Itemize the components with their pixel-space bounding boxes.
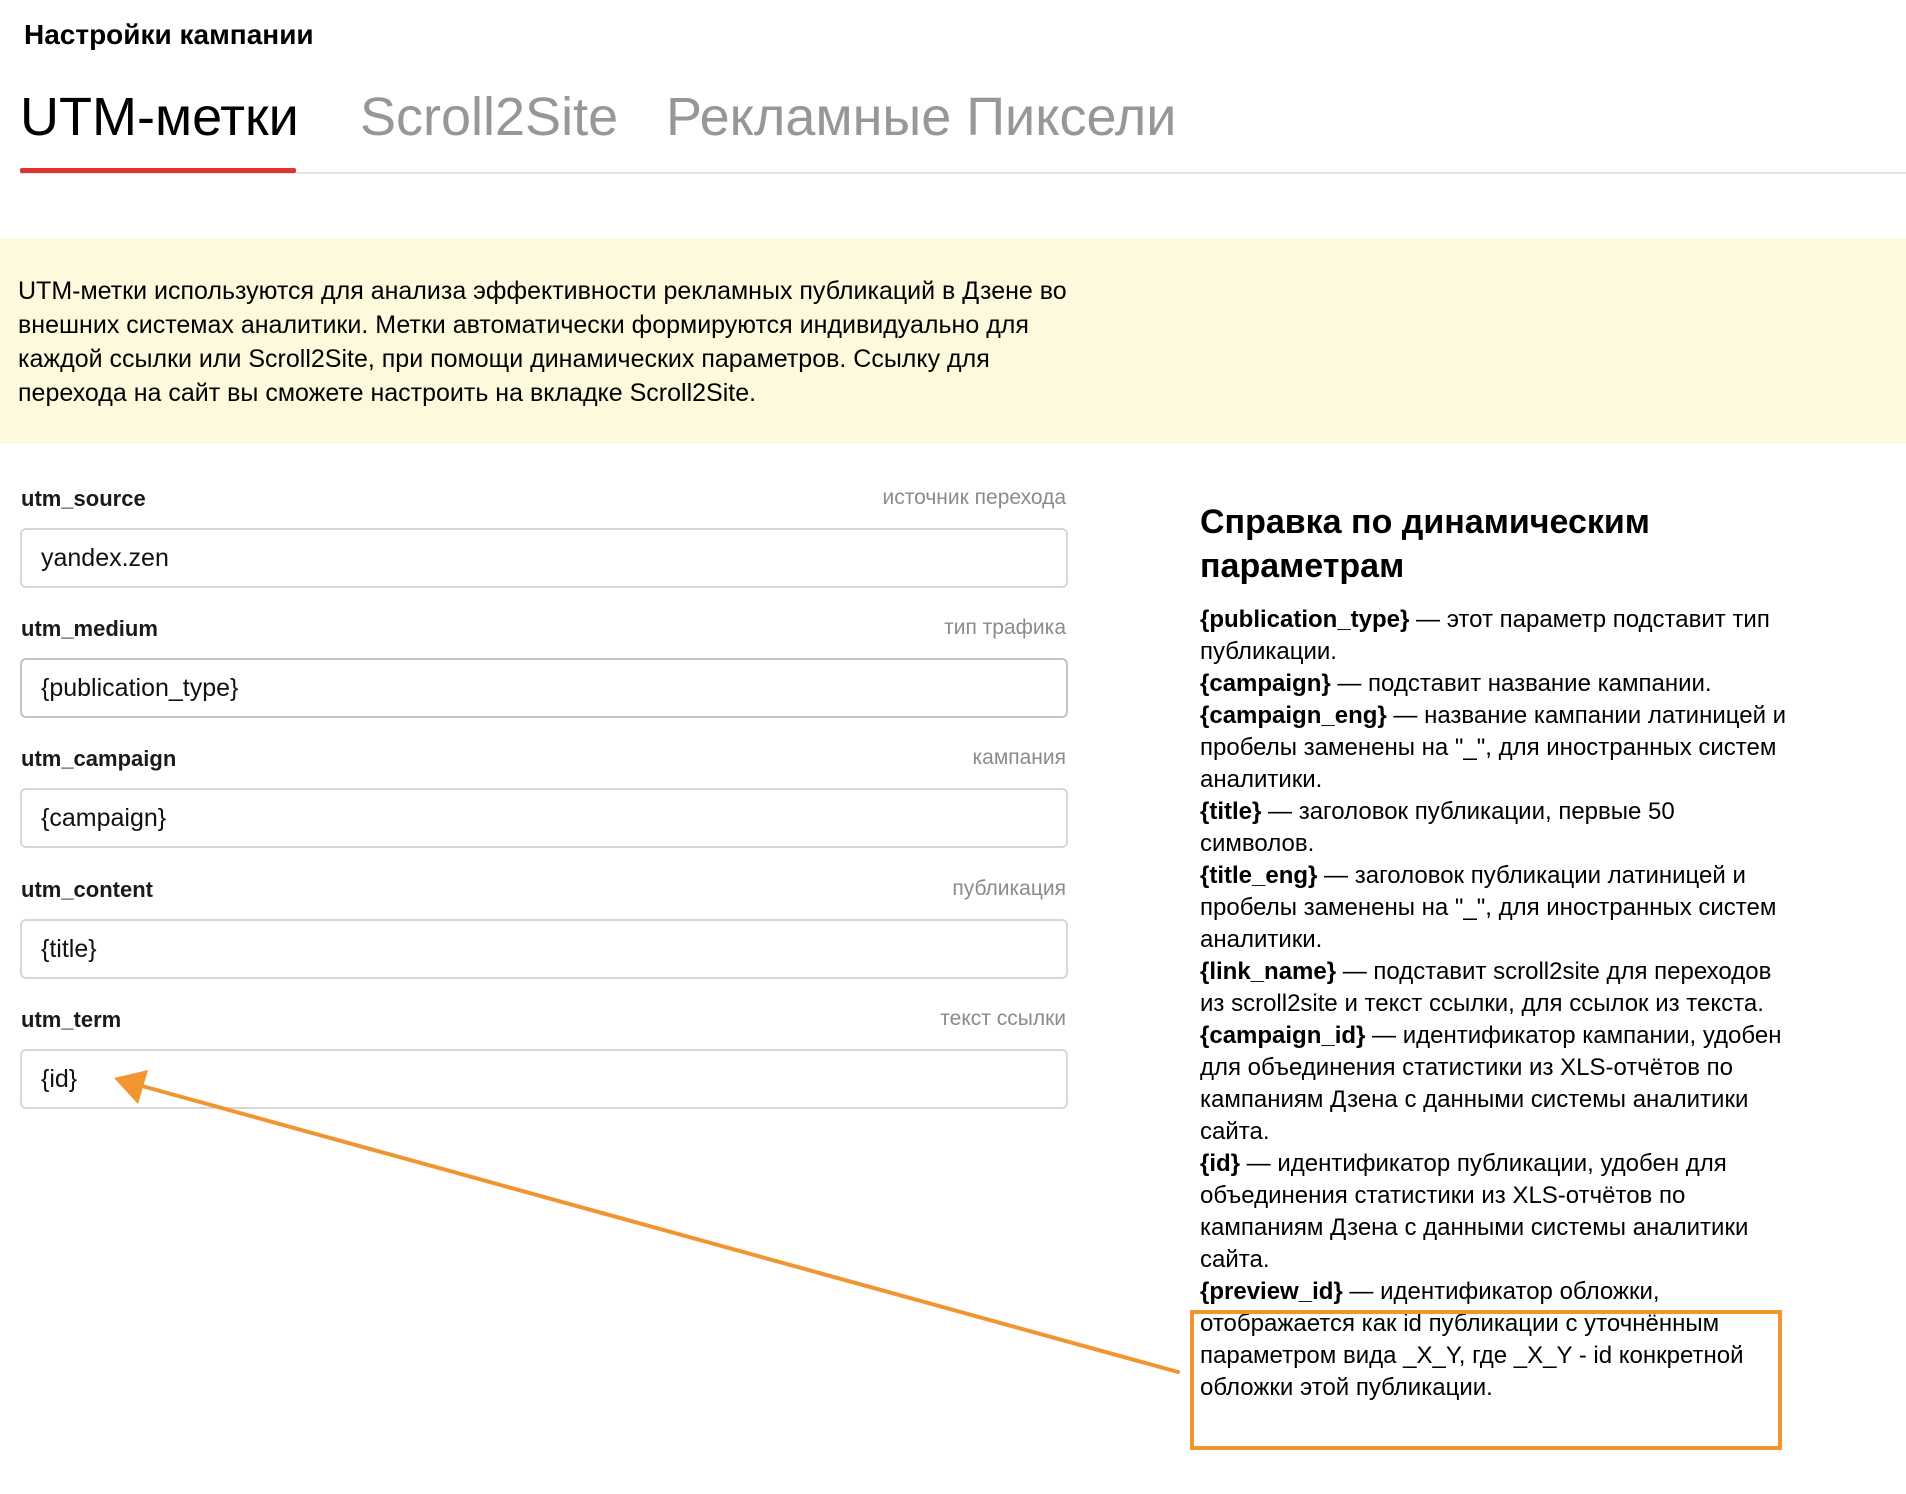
tab-scroll2site[interactable]: Scroll2Site	[360, 87, 619, 147]
utm-medium-field	[20, 616, 1068, 718]
help-item-campaign	[1200, 668, 1790, 700]
help-param: {title}	[1200, 798, 1262, 825]
annotation-arrow-line	[142, 1086, 1178, 1372]
tab-ad-pixels[interactable]: Рекламные Пиксели	[666, 87, 1177, 147]
field-label: utm_term	[21, 1007, 122, 1032]
info-banner	[0, 238, 1906, 444]
field-hint: кампания	[972, 746, 1066, 769]
field-label: utm_content	[21, 877, 153, 902]
utm-source-input[interactable]	[20, 528, 1068, 588]
help-item-link-name	[1200, 956, 1790, 1020]
help-param: {campaign_id}	[1200, 1022, 1366, 1049]
help-title: Справка по динамическим параметрам	[1200, 503, 1650, 585]
help-item-campaign-id	[1200, 1020, 1790, 1148]
help-text: — заголовок публикации латиницей и пробелы заменены на "_", для иностранных систем аналитики.	[1200, 862, 1777, 953]
help-text: — подставит название кампании.	[1330, 670, 1712, 697]
help-item-id	[1200, 1148, 1790, 1276]
utm-source-field	[20, 486, 1068, 588]
help-text: — название кампании латиницей и пробелы заменены на "_", для иностранных систем аналитики.	[1200, 702, 1787, 793]
help-item-campaign-eng	[1200, 700, 1790, 796]
utm-campaign-input[interactable]	[20, 788, 1068, 848]
field-label: utm_campaign	[21, 746, 177, 771]
help-param: {id}	[1200, 1150, 1241, 1177]
help-param: {publication_type}	[1200, 606, 1410, 633]
tab-bar	[20, 70, 1906, 174]
help-param: {title_eng}	[1200, 862, 1318, 889]
active-tab-indicator	[20, 168, 296, 173]
help-text: — подставит scroll2site для переходов из scroll2site и текст ссылки, для ссылок из текста.	[1200, 958, 1772, 1017]
help-text: — заголовок публикации, первые 50 символов.	[1200, 798, 1675, 857]
field-hint: источник перехода	[882, 486, 1066, 509]
help-param: {campaign_eng}	[1200, 702, 1387, 729]
help-item-title-eng	[1200, 860, 1790, 956]
tab-utm-tags[interactable]: UTM-метки	[20, 87, 299, 147]
field-hint: текст ссылки	[940, 1007, 1066, 1030]
info-text: UTM-метки используются для анализа эффективности рекламных публикаций в Дзене во внешних системах аналитики. Метки автоматически формируются индивидуально для каждой ссылки или Scroll2Site, при помощи динамических параметров. Ссылку для перехода на сайт вы сможете настроить на вкладке Scroll2Site.	[18, 277, 1067, 407]
help-text: — идентификатор обложки, отображается как id публикации с уточнённым параметром вида _X_Y, где _X_Y - id конкретной обложки этой публикации.	[1200, 1278, 1744, 1401]
field-label: utm_medium	[21, 616, 158, 641]
utm-term-input[interactable]	[20, 1049, 1068, 1109]
help-text: — идентификатор публикации, удобен для объединения статистики из XLS-отчётов по кампаниям Дзена с данными системы аналитики сайта.	[1200, 1150, 1749, 1273]
utm-content-input[interactable]	[20, 919, 1068, 979]
field-hint: тип трафика	[944, 616, 1066, 639]
field-hint: публикация	[952, 877, 1066, 900]
utm-campaign-field	[20, 746, 1068, 848]
dynamic-params-help	[1200, 500, 1790, 1404]
utm-term-field	[20, 1007, 1068, 1109]
help-item-preview-id	[1200, 1276, 1790, 1404]
help-item-title	[1200, 796, 1790, 860]
help-text: — этот параметр подставит тип публикации.	[1200, 606, 1770, 665]
utm-content-field	[20, 877, 1068, 979]
help-param: {preview_id}	[1200, 1278, 1343, 1305]
utm-medium-input[interactable]	[20, 658, 1068, 718]
help-item-publication-type	[1200, 604, 1790, 668]
help-param: {campaign}	[1200, 670, 1331, 697]
help-param: {link_name}	[1200, 958, 1337, 985]
page-title: Настройки кампании	[24, 19, 314, 50]
help-text: — идентификатор кампании, удобен для объединения статистики из XLS-отчётов по кампаниям Дзена с данными системы аналитики сайта.	[1200, 1022, 1782, 1145]
field-label: utm_source	[21, 486, 146, 511]
